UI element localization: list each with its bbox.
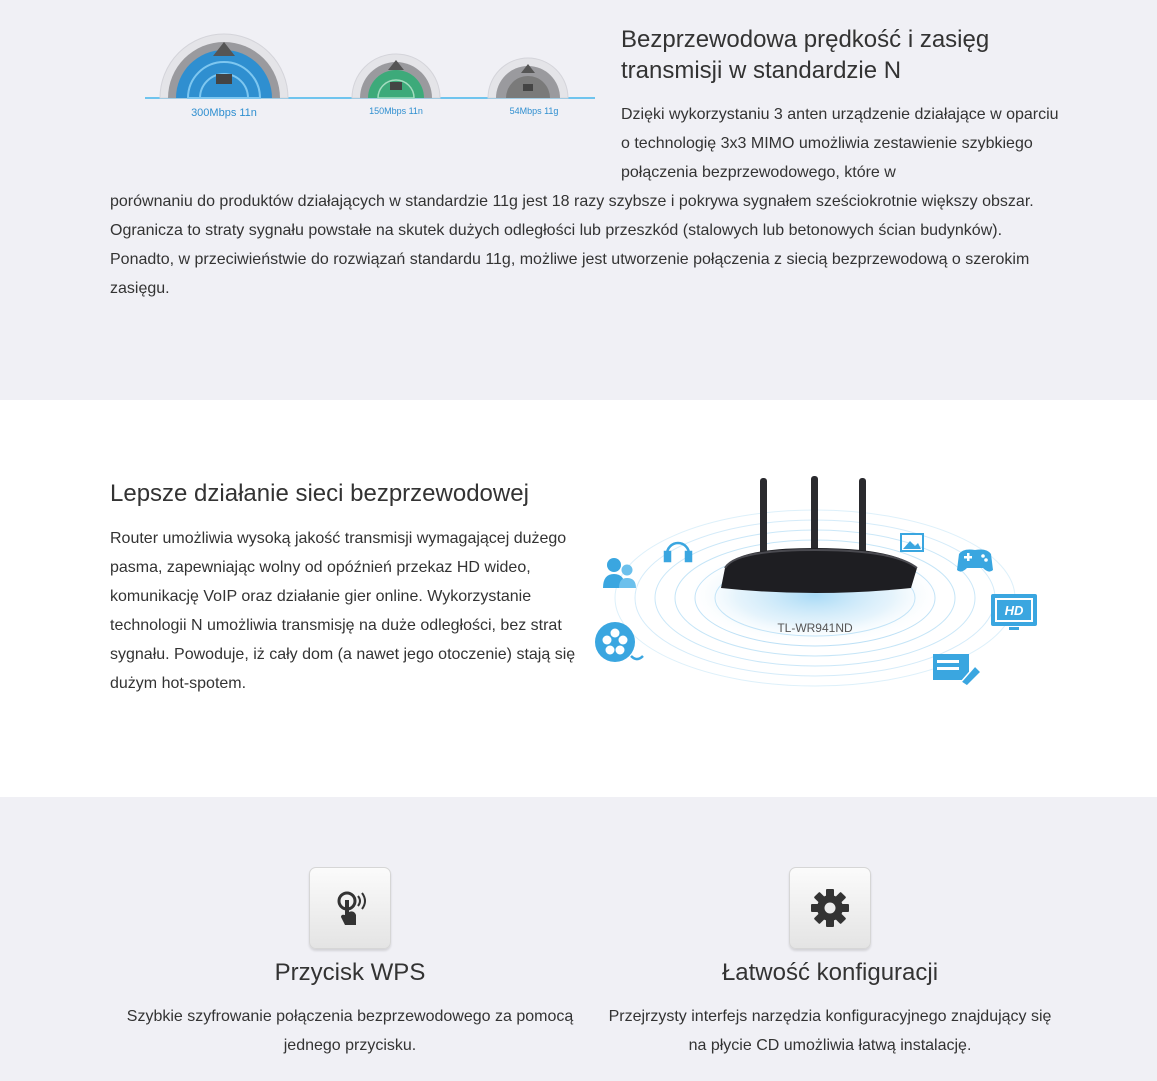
users-icon [603,558,636,588]
hd-label: HD [1004,603,1024,618]
speed-section [0,0,1157,400]
range-dome-54 [488,58,568,98]
speed-range-graphic [140,30,600,130]
range-label-54: 54Mbps 11g [509,106,559,116]
feature-description: Przejrzysty interfejs narzędzia konfiguracyjnego znajdujący się na płycie CD umożliwia łatwą instalację. [608,1008,1052,1054]
wireless-section-text: Router umożliwia wysoką jakość transmisji wymagającej dużego pasma, zapewniając wolny od opóźnień przekaz HD wideo, komunikację VoIP oraz działanie gier online. Wykorzystanie technologii N umożliwia transmisję na duże odległości, bez strat sygnału. Powoduje, iż cały dom (a nawet jego otoczenie) stają się dużym hot-spotem. [110,530,576,692]
speed-section-text-top: Dzięki wykorzystaniu 3 anten urządzenie działające w oparciu o technologię 3x3 MIMO umożliwia zestawienie szybkiego połączenia bezprzewodowego, które w [621,106,1059,181]
feature-wps [120,867,580,1060]
film-reel-icon [595,622,643,662]
router-illustration [585,470,1045,700]
wps-touch-icon [309,867,391,949]
hd-tv-icon [991,594,1037,630]
picture-icon [901,534,923,551]
gear-icon [789,867,871,949]
range-label-300: 300Mbps 11n [191,107,257,119]
headphones-icon [665,543,691,561]
chat-edit-icon [933,654,981,686]
feature-description: Szybkie szyfrowanie połączenia bezprzewodowego za pomocą jednego przycisku. [126,1008,574,1054]
range-dome-150 [352,54,440,98]
feature-title: Przycisk WPS [274,959,426,986]
wireless-section-title: Lepsze działanie sieci bezprzewodowej [110,480,529,507]
speed-section-title: Bezprzewodowa prędkość i zasięg transmisji w standardzie N [621,26,990,84]
range-label-150: 150Mbps 11n [369,106,423,116]
gamepad-icon [957,550,993,572]
speed-section-text-bottom: porównaniu do produktów działających w standardzie 11g jest 18 razy szybsze i pokrywa sygnałem sześciokrotnie większy obszar. Ogranicza to straty sygnału powstałe na skutek dużych odległości lub przeszkód (stalowych lub betonowych ścian budynków). Ponadto, w przeciwieństwie do rozwiązań standardu 11g, możliwe jest utworzenie połączenia z siecią bezprzewodową o szerokim zasięgu. [110,193,1034,297]
range-dome-300 [160,34,288,98]
router-model-label: TL-WR941ND [777,621,853,635]
feature-easy-config [600,867,1060,1060]
feature-title: Łatwość konfiguracji [721,959,939,986]
